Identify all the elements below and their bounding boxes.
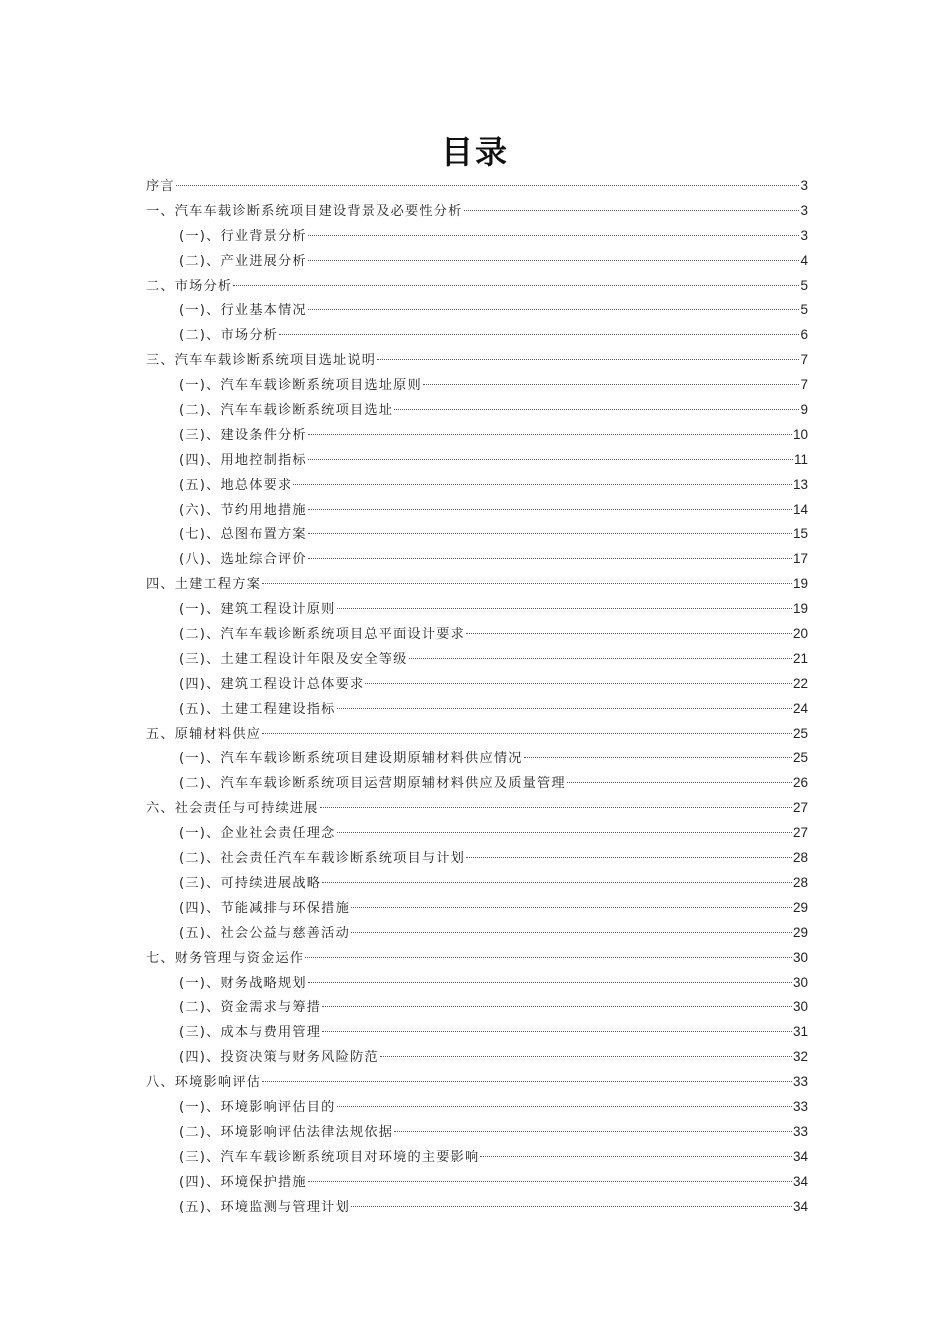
dot-leader xyxy=(262,583,792,584)
toc-entry-label: (八)、选址综合评价 xyxy=(179,552,307,568)
toc-page-number: 24 xyxy=(792,700,808,716)
toc-subsection-entry[interactable] xyxy=(146,498,808,523)
toc-subsection-entry[interactable] xyxy=(146,1020,808,1045)
dot-leader xyxy=(308,533,792,534)
toc-entry-label: 一、汽车车载诊断系统项目建设背景及必要性分析 xyxy=(146,203,463,219)
toc-page-number: 20 xyxy=(792,626,808,642)
toc-page-number: 29 xyxy=(792,899,808,915)
toc-page-number: 29 xyxy=(792,924,808,940)
toc-entry-label: (七)、总图布置方案 xyxy=(179,527,307,543)
toc-subsection-entry[interactable] xyxy=(146,323,808,348)
dot-leader xyxy=(466,633,792,634)
toc-page-number: 33 xyxy=(792,1074,808,1090)
toc-section-entry[interactable] xyxy=(146,199,808,224)
toc-entry-label: 序言 xyxy=(146,179,175,194)
toc-entry-label: (一)、财务战略规划 xyxy=(179,975,307,991)
toc-entry-label: (一)、汽车车载诊断系统项目建设期原辅材料供应情况 xyxy=(179,751,523,767)
dot-leader xyxy=(351,932,792,933)
toc-page-number: 30 xyxy=(792,949,808,965)
toc-entry-label: (三)、汽车车载诊断系统项目对环境的主要影响 xyxy=(179,1149,480,1165)
dot-leader xyxy=(262,733,792,734)
toc-page-number: 30 xyxy=(792,999,808,1015)
toc-section-entry[interactable] xyxy=(146,274,808,299)
dot-leader xyxy=(308,982,792,983)
toc-page-number: 15 xyxy=(792,526,808,542)
toc-entry-label: (三)、建设条件分析 xyxy=(179,427,307,443)
toc-page-number: 21 xyxy=(792,650,808,666)
dot-leader xyxy=(394,1131,792,1132)
dot-leader xyxy=(308,434,792,435)
toc-entry-label: (五)、环境监测与管理计划 xyxy=(179,1199,350,1215)
toc-subsection-entry[interactable] xyxy=(146,1095,808,1120)
toc-entry-label: (一)、行业基本情况 xyxy=(179,303,307,319)
toc-page-number: 3 xyxy=(800,178,808,193)
toc-page-number: 17 xyxy=(792,551,808,567)
toc-entry-label: (五)、土建工程建设指标 xyxy=(179,701,336,717)
toc-page-number: 30 xyxy=(792,974,808,990)
toc-entry-label: (二)、社会责任汽车车载诊断系统项目与计划 xyxy=(179,851,466,867)
toc-subsection-entry[interactable] xyxy=(146,547,808,572)
toc-entry-label: (五)、社会公益与慈善活动 xyxy=(179,925,350,941)
toc-subsection-entry[interactable] xyxy=(146,423,808,448)
toc-subsection-entry[interactable] xyxy=(146,672,808,697)
toc-entry-label: (一)、行业背景分析 xyxy=(179,228,307,244)
toc-subsection-entry[interactable] xyxy=(146,647,808,672)
toc-entry-label: (四)、节能减排与环保措施 xyxy=(179,900,350,916)
toc-subsection-entry[interactable] xyxy=(146,1120,808,1145)
toc-page-number: 3 xyxy=(800,202,808,218)
dot-leader xyxy=(233,285,799,286)
toc-entry-label: (一)、企业社会责任理念 xyxy=(179,826,336,842)
toc-section-entry[interactable] xyxy=(146,796,808,821)
dot-leader xyxy=(394,409,799,410)
toc-page-number: 11 xyxy=(793,451,808,467)
toc-subsection-entry[interactable] xyxy=(146,771,808,796)
toc-page-number: 28 xyxy=(792,850,808,866)
toc-page-number: 25 xyxy=(792,750,808,766)
toc-page-number: 28 xyxy=(792,874,808,890)
toc-entry-label: (三)、成本与费用管理 xyxy=(179,1025,322,1041)
toc-page-number: 5 xyxy=(800,302,808,318)
toc-page-number: 25 xyxy=(792,725,808,741)
toc-entry-label: (六)、节约用地措施 xyxy=(179,502,307,518)
toc-page-number: 4 xyxy=(800,252,808,268)
dot-leader xyxy=(305,957,792,958)
toc-section-entry[interactable] xyxy=(146,174,808,199)
toc-page-number: 13 xyxy=(792,476,808,492)
dot-leader xyxy=(380,1056,792,1057)
toc-subsection-entry[interactable] xyxy=(146,971,808,996)
toc-entry-label: (二)、汽车车载诊断系统项目总平面设计要求 xyxy=(179,627,466,643)
dot-leader xyxy=(423,384,800,385)
dot-leader xyxy=(262,1081,792,1082)
toc-subsection-entry[interactable] xyxy=(146,249,808,274)
toc-entry-label: (一)、汽车车载诊断系统项目选址原则 xyxy=(179,378,422,394)
toc-entry-label: (二)、产业进展分析 xyxy=(179,253,307,269)
toc-subsection-entry[interactable] xyxy=(146,373,808,398)
dot-leader xyxy=(337,832,792,833)
toc-subsection-entry[interactable] xyxy=(146,821,808,846)
dot-leader xyxy=(320,807,792,808)
toc-subsection-entry[interactable] xyxy=(146,921,808,946)
dot-leader xyxy=(567,782,792,783)
toc-page-number: 22 xyxy=(792,675,808,691)
toc-entry-label: (三)、土建工程设计年限及安全等级 xyxy=(179,651,408,667)
dot-leader xyxy=(464,210,800,211)
dot-leader xyxy=(308,459,793,460)
toc-page-number: 19 xyxy=(792,601,808,617)
toc-page-number: 5 xyxy=(800,277,808,293)
toc-subsection-entry[interactable] xyxy=(146,1045,808,1070)
toc-subsection-entry[interactable] xyxy=(146,448,808,473)
toc-subsection-entry[interactable] xyxy=(146,846,808,871)
toc-entry-label: 八、环境影响评估 xyxy=(146,1075,262,1091)
toc-page-number: 26 xyxy=(792,775,808,791)
dot-leader xyxy=(337,608,792,609)
toc-entry-label: (二)、汽车车载诊断系统项目运营期原辅材料供应及质量管理 xyxy=(179,776,566,792)
dot-leader xyxy=(308,235,800,236)
toc-page-number: 27 xyxy=(792,800,808,816)
dot-leader xyxy=(351,1206,792,1207)
toc-page-number: 6 xyxy=(800,327,808,343)
dot-leader xyxy=(351,907,792,908)
toc-subsection-entry[interactable] xyxy=(146,1195,808,1220)
toc-entry-label: (二)、市场分析 xyxy=(179,328,279,344)
toc-subsection-entry[interactable] xyxy=(146,995,808,1020)
toc-subsection-entry[interactable] xyxy=(146,522,808,547)
toc-subsection-entry[interactable] xyxy=(146,622,808,647)
toc-page-number: 33 xyxy=(792,1098,808,1114)
toc-subsection-entry[interactable] xyxy=(146,398,808,423)
toc-entry-label: 六、社会责任与可持续进展 xyxy=(146,801,319,817)
toc-entry-label: (四)、环境保护措施 xyxy=(179,1174,307,1190)
toc-page-number: 19 xyxy=(792,576,808,592)
toc-subsection-entry[interactable] xyxy=(146,746,808,771)
toc-page-number: 34 xyxy=(792,1173,808,1189)
toc-subsection-entry[interactable] xyxy=(146,871,808,896)
dot-leader xyxy=(409,658,792,659)
toc-page-number: 14 xyxy=(792,501,808,517)
toc-entry-label: (四)、建筑工程设计总体要求 xyxy=(179,676,365,692)
toc-page-number: 34 xyxy=(792,1198,808,1214)
toc-section-entry[interactable] xyxy=(146,946,808,971)
toc-page-number: 27 xyxy=(792,825,808,841)
dot-leader xyxy=(337,708,792,709)
dot-leader xyxy=(308,260,800,261)
dot-leader xyxy=(308,558,792,559)
toc-page-number: 34 xyxy=(792,1148,808,1164)
toc-subsection-entry[interactable] xyxy=(146,597,808,622)
toc-subsection-entry[interactable] xyxy=(146,298,808,323)
dot-leader xyxy=(322,1006,792,1007)
toc-subsection-entry[interactable] xyxy=(146,1170,808,1195)
toc-entry-label: (二)、环境影响评估法律法规依据 xyxy=(179,1124,394,1140)
toc-entry-label: (二)、资金需求与筹措 xyxy=(179,1000,322,1016)
toc-entry-label: (三)、可持续进展战略 xyxy=(179,875,322,891)
toc-entry-label: (四)、用地控制指标 xyxy=(179,452,307,468)
dot-leader xyxy=(176,185,800,186)
toc-entry-label: (一)、环境影响评估目的 xyxy=(179,1099,336,1115)
toc-page-number: 7 xyxy=(800,352,808,368)
dot-leader xyxy=(308,309,800,310)
toc-entry-label: (五)、地总体要求 xyxy=(179,477,293,493)
dot-leader xyxy=(293,484,792,485)
toc-subsection-entry[interactable] xyxy=(146,896,808,921)
dot-leader xyxy=(480,1156,792,1157)
dot-leader xyxy=(322,1031,792,1032)
toc-entry-label: 四、土建工程方案 xyxy=(146,577,262,593)
toc-entry-label: 五、原辅材料供应 xyxy=(146,726,262,742)
dot-leader xyxy=(466,857,792,858)
dot-leader xyxy=(365,683,792,684)
toc-page-number: 32 xyxy=(792,1049,808,1065)
toc-section-entry[interactable] xyxy=(146,348,808,373)
toc-page-number: 10 xyxy=(792,426,808,442)
toc-subsection-entry[interactable] xyxy=(146,224,808,249)
toc-entry-label: 二、市场分析 xyxy=(146,278,233,294)
toc-title: 目录 xyxy=(440,133,509,171)
toc-section-entry[interactable] xyxy=(146,1070,808,1095)
toc-entry-label: (一)、建筑工程设计原则 xyxy=(179,602,336,618)
dot-leader xyxy=(524,757,792,758)
toc-entry-label: 三、汽车车载诊断系统项目选址说明 xyxy=(146,353,377,369)
toc-entry-label: (二)、汽车车载诊断系统项目选址 xyxy=(179,403,394,419)
dot-leader xyxy=(308,509,792,510)
toc-entry-label: 七、财务管理与资金运作 xyxy=(146,950,305,966)
dot-leader xyxy=(279,334,799,335)
toc-subsection-entry[interactable] xyxy=(146,473,808,498)
toc-page-number: 7 xyxy=(800,377,808,393)
toc-entry-label: (四)、投资决策与财务风险防范 xyxy=(179,1050,379,1066)
toc-page-number: 31 xyxy=(792,1024,808,1040)
toc-page-number: 33 xyxy=(792,1123,808,1139)
toc-subsection-entry[interactable] xyxy=(146,1145,808,1170)
dot-leader xyxy=(337,1106,792,1107)
table-of-contents xyxy=(146,174,808,1219)
dot-leader xyxy=(308,1181,792,1182)
toc-page-number: 3 xyxy=(800,227,808,243)
dot-leader xyxy=(377,359,799,360)
dot-leader xyxy=(322,882,792,883)
toc-subsection-entry[interactable] xyxy=(146,697,808,722)
toc-page-number: 9 xyxy=(800,402,808,418)
toc-section-entry[interactable] xyxy=(146,572,808,597)
toc-section-entry[interactable] xyxy=(146,722,808,747)
